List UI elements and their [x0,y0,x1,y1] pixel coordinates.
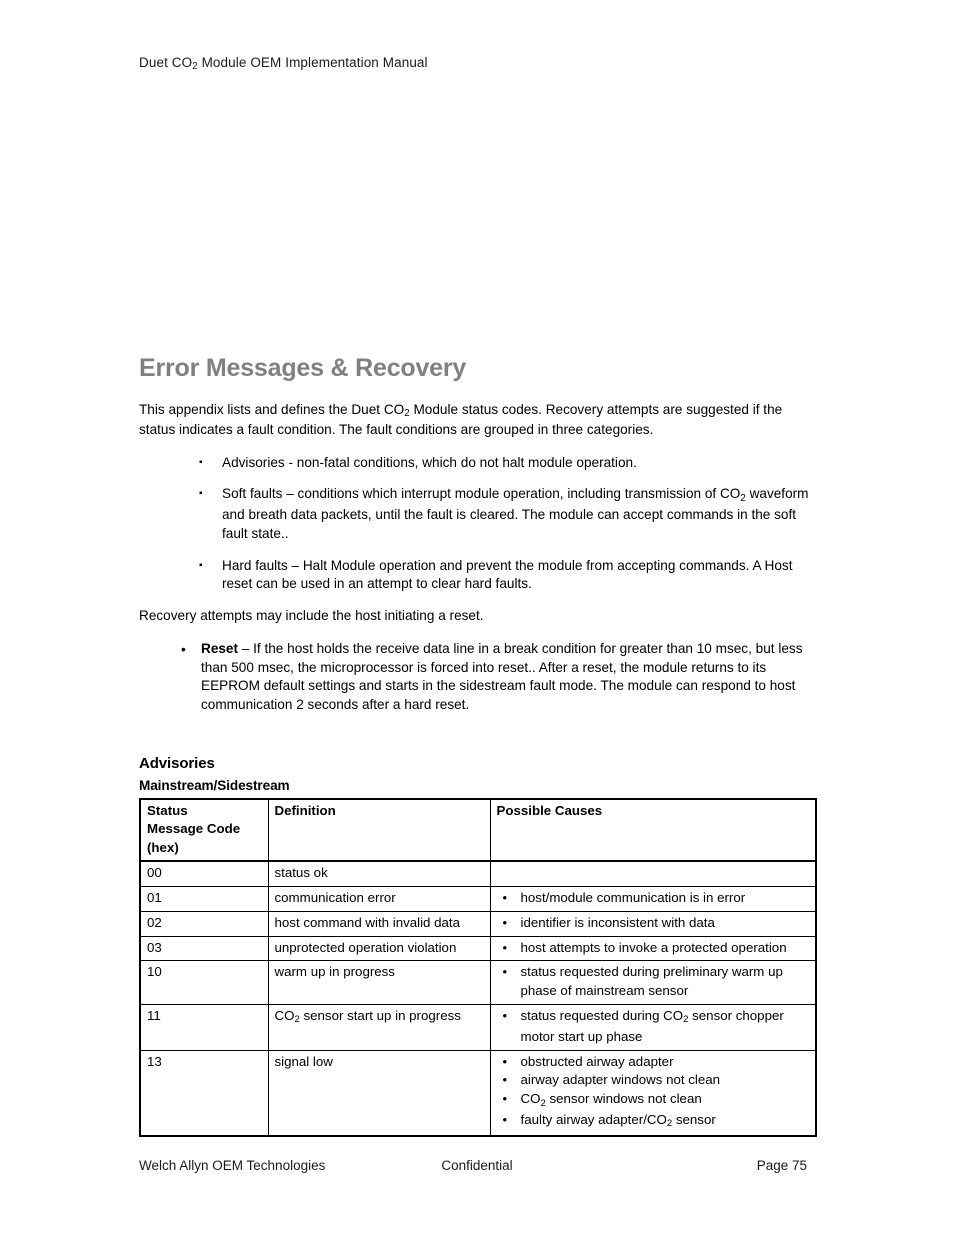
causes-list [497,1053,810,1132]
footer-company: Welch Allyn OEM Technologies [139,1158,326,1173]
column-header-line2: Message Code [147,821,241,837]
square-bullet-icon: ▪ [199,488,203,500]
round-bullet-icon: • [502,939,508,955]
table-row [140,1050,816,1136]
status-code-cell: 10 [140,961,268,1005]
table-header-row [140,799,816,862]
definition-cell: status ok [268,861,490,886]
column-header-definition: Definition [268,799,490,862]
causes-cell [490,886,816,911]
recovery-paragraph: Recovery attempts may include the host initiating a reset. [139,608,484,624]
cause-text-pre: faulty airway adapter/CO [520,1111,667,1127]
round-bullet-icon: • [502,964,508,980]
page-content [139,355,815,1137]
reset-list [139,640,815,715]
fault-category-soft-faults-subscript: 2 [740,492,746,504]
round-bullet-icon: • [502,1072,508,1088]
list-item [497,889,810,908]
fault-category-advisories-text: Advisories - non-fatal conditions, which do not halt module operation. [222,454,637,470]
status-code-cell: 01 [140,886,268,911]
round-bullet-icon: • [502,889,508,905]
cause-text: status requested during preliminary warm up phase of mainstream sensor [520,964,783,999]
definition-cell: warm up in progress [268,961,490,1005]
causes-cell [490,936,816,961]
round-bullet-icon: • [502,1007,508,1023]
intro-paragraph [139,401,815,440]
square-bullet-icon: ▪ [199,456,203,468]
causes-cell [490,1050,816,1136]
list-item [497,914,810,933]
cause-subscript: 2 [540,1097,546,1109]
causes-cell [490,1004,816,1050]
fault-category-soft-faults-text-pre: Soft faults – conditions which interrupt module operation, including transmission of CO [222,486,741,502]
status-codes-table [139,798,817,1137]
intro-text-pre: This appendix lists and defines the Duet CO [139,401,405,417]
table-body [140,861,816,1135]
column-header-line1: Status [147,802,188,818]
definition-subscript: 2 [294,1014,300,1026]
cause-text: obstructed airway adapter [520,1053,674,1069]
footer-page-number: Page 75 [756,1158,807,1173]
status-code-cell: 02 [140,911,268,936]
table-header [140,799,816,862]
cause-subscript: 2 [683,1014,689,1026]
status-code-cell: 03 [140,936,268,961]
list-item [497,1053,810,1072]
definition-text-pre: CO [274,1007,295,1023]
list-item [497,1090,810,1111]
causes-cell [490,861,816,886]
fault-categories-list [139,454,815,595]
running-header-subscript: 2 [192,61,198,73]
reset-label: Reset [201,640,239,656]
cause-text-post: sensor [672,1111,716,1127]
causes-list [497,889,810,908]
causes-cell [490,961,816,1005]
running-header [139,55,428,73]
definition-cell: signal low [268,1050,490,1136]
status-code-cell: 11 [140,1004,268,1050]
cause-text: airway adapter windows not clean [520,1072,721,1088]
section-spacer [139,719,815,755]
cause-text-pre: status requested during CO [520,1007,684,1023]
column-header-line3: (hex) [147,839,179,855]
footer-confidential: Confidential [441,1158,513,1173]
cause-text-post: sensor windows not clean [545,1091,702,1107]
definition-cell [268,1004,490,1050]
round-bullet-icon: • [181,640,186,657]
reset-description: – If the host holds the receive data line in a break condition for greater than 10 msec, but less than 500 msec, the microprocessor is forced into reset.. After a reset, the module returns to its EEPROM default settings and starts in the sidestream fault mode. The module can respond to host communication 2 seconds after a hard reset. [201,640,803,713]
list-item [139,640,815,715]
round-bullet-icon: • [502,1111,508,1127]
fault-category-soft-faults-text-post: waveform and breath data packets, until the fault is cleared. The module can accept commands in the soft fault state.. [222,486,809,541]
cause-text: host attempts to invoke a protected operation [520,939,787,955]
list-item [497,963,810,1001]
round-bullet-icon: • [502,914,508,930]
causes-list [497,939,810,958]
definition-cell: unprotected operation violation [268,936,490,961]
cause-text: identifier is inconsistent with data [520,914,715,930]
list-item [139,454,815,473]
intro-text-post: Module status codes. Recovery attempts are suggested if the status indicates a fault condition. The fault conditions are grouped in three categories. [139,401,783,437]
causes-list [497,914,810,933]
page-title: Error Messages & Recovery [139,354,467,382]
definition-cell: host command with invalid data [268,911,490,936]
list-item [497,1071,810,1090]
running-header-text-post: Module OEM Implementation Manual [197,55,428,70]
cause-subscript: 2 [666,1118,673,1130]
cause-text-pre: CO [520,1091,541,1107]
list-item [139,485,815,543]
table-row [140,1004,816,1050]
definition-text-post: sensor start up in progress [299,1007,461,1023]
table-row [140,886,816,911]
status-code-cell: 13 [140,1050,268,1136]
table-row [140,911,816,936]
round-bullet-icon: • [502,1053,508,1069]
column-header-possible-causes: Possible Causes [490,799,816,862]
table-row [140,936,816,961]
table-row [140,861,816,886]
list-item [139,557,815,595]
running-header-text-pre: Duet CO [139,55,193,70]
table-subheading: Mainstream/Sidestream [139,777,290,793]
list-item [497,939,810,958]
intro-subscript: 2 [404,407,410,419]
cause-text-post: sensor chopper motor start up phase [520,1007,784,1044]
square-bullet-icon: ▪ [199,559,203,571]
status-code-cell: 00 [140,861,268,886]
list-item [497,1007,810,1047]
list-item [497,1111,810,1132]
table-row [140,961,816,1005]
causes-list [497,963,810,1001]
causes-list [497,1007,810,1047]
column-header-status-message-code [140,799,268,862]
fault-category-hard-faults-text: Hard faults – Halt Module operation and prevent the module from accepting commands. A Host reset can be used in an attempt to clear hard faults. [222,557,793,592]
advisories-heading: Advisories [139,754,215,772]
causes-cell [490,911,816,936]
definition-cell: communication error [268,886,490,911]
cause-text: host/module communication is in error [520,889,746,905]
round-bullet-icon: • [502,1091,508,1107]
